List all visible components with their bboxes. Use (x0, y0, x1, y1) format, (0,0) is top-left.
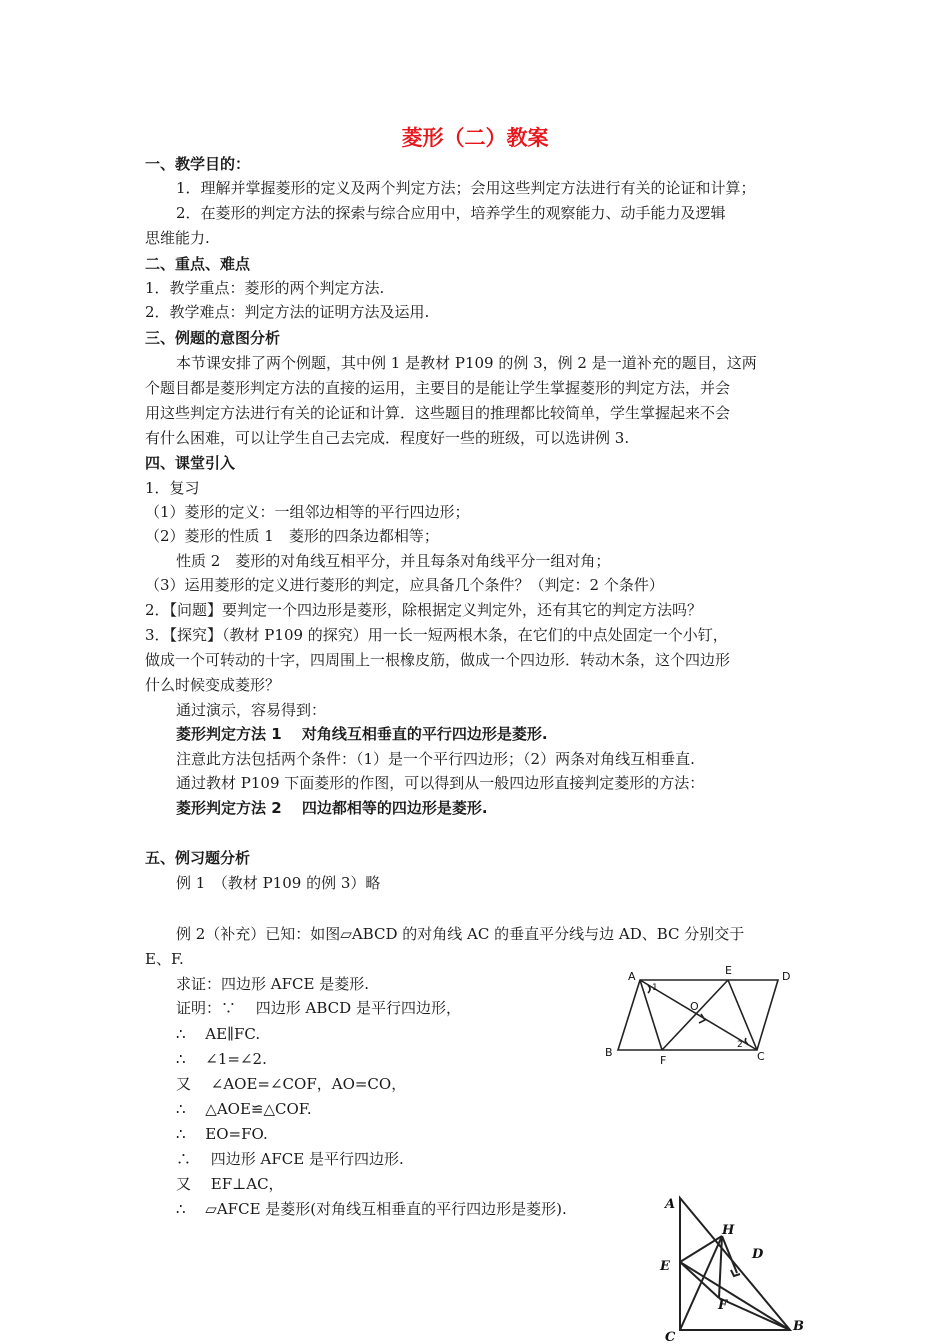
figure1-label-1: 1 (652, 983, 658, 993)
section-heading: 五、例习题分析 (145, 849, 251, 867)
figure2-label-D: D (752, 1247, 764, 1262)
text-line: （3）运用菱形的定义进行菱形的判定，应具备几个条件？（判定：2 个条件） (145, 576, 664, 594)
figure1-label-O: O (690, 1000, 699, 1013)
section-heading: 三、例题的意图分析 (145, 329, 281, 347)
text-line: ∴ ∠1=∠2. (176, 1050, 267, 1068)
text-line: 1．理解并掌握菱形的定义及两个判定方法；会用这些判定方法进行有关的论证和计算； (176, 179, 756, 197)
figure2-label-C: C (665, 1330, 676, 1344)
text-line: （2）菱形的性质 1 菱形的四条边都相等； (145, 527, 439, 545)
figure1-label-D: D (782, 970, 791, 983)
text-line: 3．【探究】（教材 P109 的探究）用一长一短两根木条，在它们的中点处固定一个小钉， (145, 626, 728, 644)
text-line: 本节课安排了两个例题，其中例 1 是教材 P109 的例 3，例 2 是一道补充的题目，这两 (176, 354, 757, 372)
text-line: ∴ EO=FO. (176, 1125, 268, 1143)
figure1-label-B: B (605, 1046, 613, 1059)
text-line: 用这些判定方法进行有关的论证和计算．这些题目的推理都比较简单，学生掌握起来不会 (145, 404, 731, 422)
text-line: 通过演示，容易得到： (176, 701, 327, 719)
text-line: 有什么困难，可以让学生自己去完成．程度好一些的班级，可以选讲例 3. (145, 429, 630, 447)
text-line: 例 2（补充）已知：如图▱ABCD 的对角线 AC 的垂直平分线与边 AD、BC 分别交于 (176, 925, 745, 943)
figure2-label-A: A (665, 1197, 676, 1212)
text-line: 做成一个可转动的十字，四周围上一根橡皮筋，做成一个四边形．转动木条，这个四边形 (145, 651, 731, 669)
text-line: 证明：∵ 四边形 ABCD 是平行四边形， (176, 999, 461, 1017)
triangle-figure (650, 1190, 830, 1344)
figure2-label-E: E (660, 1259, 670, 1274)
text-line: 又 ∠AOE=∠COF，AO=CO， (176, 1075, 407, 1093)
parallelogram-figure (600, 960, 800, 1070)
text-line: ∴ △AOE≌△COF. (176, 1100, 312, 1118)
figure2-label-B: B (793, 1319, 804, 1334)
section-heading: 四、课堂引入 (145, 454, 236, 472)
figure1-label-A: A (628, 970, 636, 983)
text-line: 通过教材 P109 下面菱形的作图，可以得到从一般四边形直接判定菱形的方法： (176, 774, 705, 792)
document-title: 菱形（二）教案 (401, 126, 549, 150)
text-line: ∴ ▱AFCE 是菱形(对角线互相垂直的平行四边形是菱形). (176, 1200, 567, 1218)
figure1-label-E: E (725, 964, 732, 977)
figure1-label-2: 2 (737, 1040, 743, 1050)
text-line: 注意此方法包括两个条件：（1）是一个平行四边形；（2）两条对角线互相垂直. (176, 750, 695, 768)
text-line: 1．教学重点：菱形的两个判定方法. (145, 279, 385, 297)
text-line: 2．【问题】要判定一个四边形是菱形，除根据定义判定外，还有其它的判定方法吗？ (145, 601, 703, 619)
text-line: 个题目都是菱形判定方法的直接的运用，主要目的是能让学生掌握菱形的判定方法，并会 (145, 379, 731, 397)
figure2-label-H: H (722, 1223, 735, 1238)
text-line: 菱形判定方法 2 四边都相等的四边形是菱形. (176, 799, 488, 817)
text-line: 例 1 （教材 P109 的例 3）略 (176, 874, 381, 892)
text-line: E、F. (145, 950, 184, 968)
text-line: 菱形判定方法 1 对角线互相垂直的平行四边形是菱形. (176, 725, 548, 743)
text-line: 2．教学难点：判定方法的证明方法及运用. (145, 303, 430, 321)
section-heading: 一、教学目的： (145, 155, 251, 173)
text-line: 什么时候变成菱形？ (145, 676, 281, 694)
text-line: 又 EF⊥AC， (176, 1175, 284, 1193)
section-heading: 二、重点、难点 (145, 255, 251, 273)
text-line: 思维能力. (145, 229, 210, 247)
text-line: （1）菱形的定义：一组邻边相等的平行四边形； (145, 503, 470, 521)
text-line: 1．复习 (145, 479, 200, 497)
text-line: 求证：四边形 AFCE 是菱形. (176, 975, 369, 993)
text-line: ∴ 四边形 AFCE 是平行四边形. (176, 1150, 404, 1168)
figure1-label-F: F (660, 1054, 667, 1067)
figure2-label-F: F (718, 1298, 728, 1313)
text-line: 2．在菱形的判定方法的探索与综合应用中，培养学生的观察能力、动手能力及逻辑 (176, 204, 726, 222)
text-line: ∴ AE∥FC. (176, 1025, 261, 1043)
figure1-label-C: C (757, 1050, 765, 1063)
text-line: 性质 2 菱形的对角线互相平分，并且每条对角线平分一组对角； (176, 552, 611, 570)
